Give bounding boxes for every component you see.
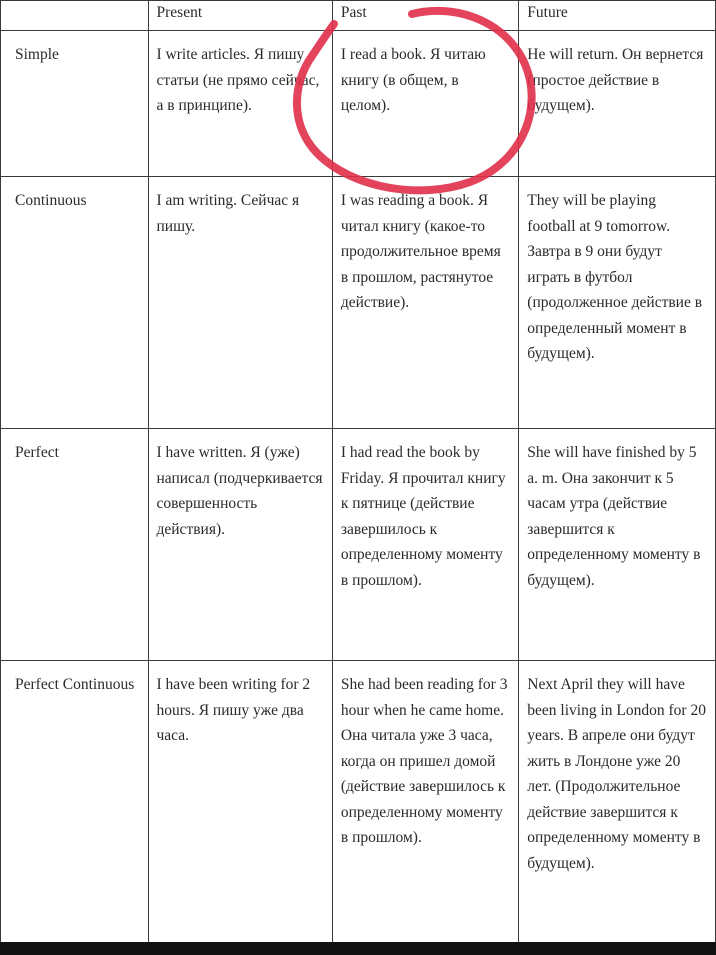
table-row [1, 31, 716, 177]
row-label-simple: Simple [1, 31, 149, 177]
cell-perfect-present: I have written. Я (уже) написал (подчеркивается совершенность действия). [148, 429, 332, 661]
header-present: Present [148, 1, 332, 31]
table-row [1, 661, 716, 943]
cell-continuous-past: I was reading a book. Я читал книгу (какое-то продолжительное время в прошлом, растянутое действие). [332, 177, 518, 429]
row-label-perfect: Perfect [1, 429, 149, 661]
cell-continuous-present: I am writing. Сейчас я пишу. [148, 177, 332, 429]
cell-perfect-past: I had read the book by Friday. Я прочитал книгу к пятнице (действие завершилось к определенному моменту в прошлом). [332, 429, 518, 661]
header-past: Past [332, 1, 518, 31]
header-row [1, 1, 716, 31]
cell-continuous-future: They will be playing football at 9 tomorrow. Завтра в 9 они будут играть в футбол (продолженное действие в определенный момент в будущем). [519, 177, 716, 429]
row-label-perfect-continuous: Perfect Continuous [1, 661, 149, 943]
table-row [1, 177, 716, 429]
header-corner [1, 1, 149, 31]
cell-perfect-continuous-past: She had been reading for 3 hour when he came home. Она читала уже 3 часа, когда он пришел домой (действие завершилось к определенному моменту в прошлом). [332, 661, 518, 943]
table-row [1, 429, 716, 661]
cell-simple-present: I write articles. Я пишу статьи (не прямо сейчас, а в принципе). [148, 31, 332, 177]
cell-perfect-continuous-present: I have been writing for 2 hours. Я пишу уже два часа. [148, 661, 332, 943]
cell-perfect-continuous-future: Next April they will have been living in London for 20 years. В апреле они будут жить в Лондоне уже 20 лет. (Продолжительное действие завершится к определенному моменту в будущем). [519, 661, 716, 943]
cell-simple-future: He will return. Он вернется (простое действие в будущем). [519, 31, 716, 177]
row-label-continuous: Continuous [1, 177, 149, 429]
cell-perfect-future: She will have finished by 5 a. m. Она закончит к 5 часам утра (действие завершится к определенному моменту в будущем). [519, 429, 716, 661]
cell-simple-past: I read a book. Я читаю книгу (в общем, в целом). [332, 31, 518, 177]
bottom-bar [0, 942, 716, 955]
header-future: Future [519, 1, 716, 31]
